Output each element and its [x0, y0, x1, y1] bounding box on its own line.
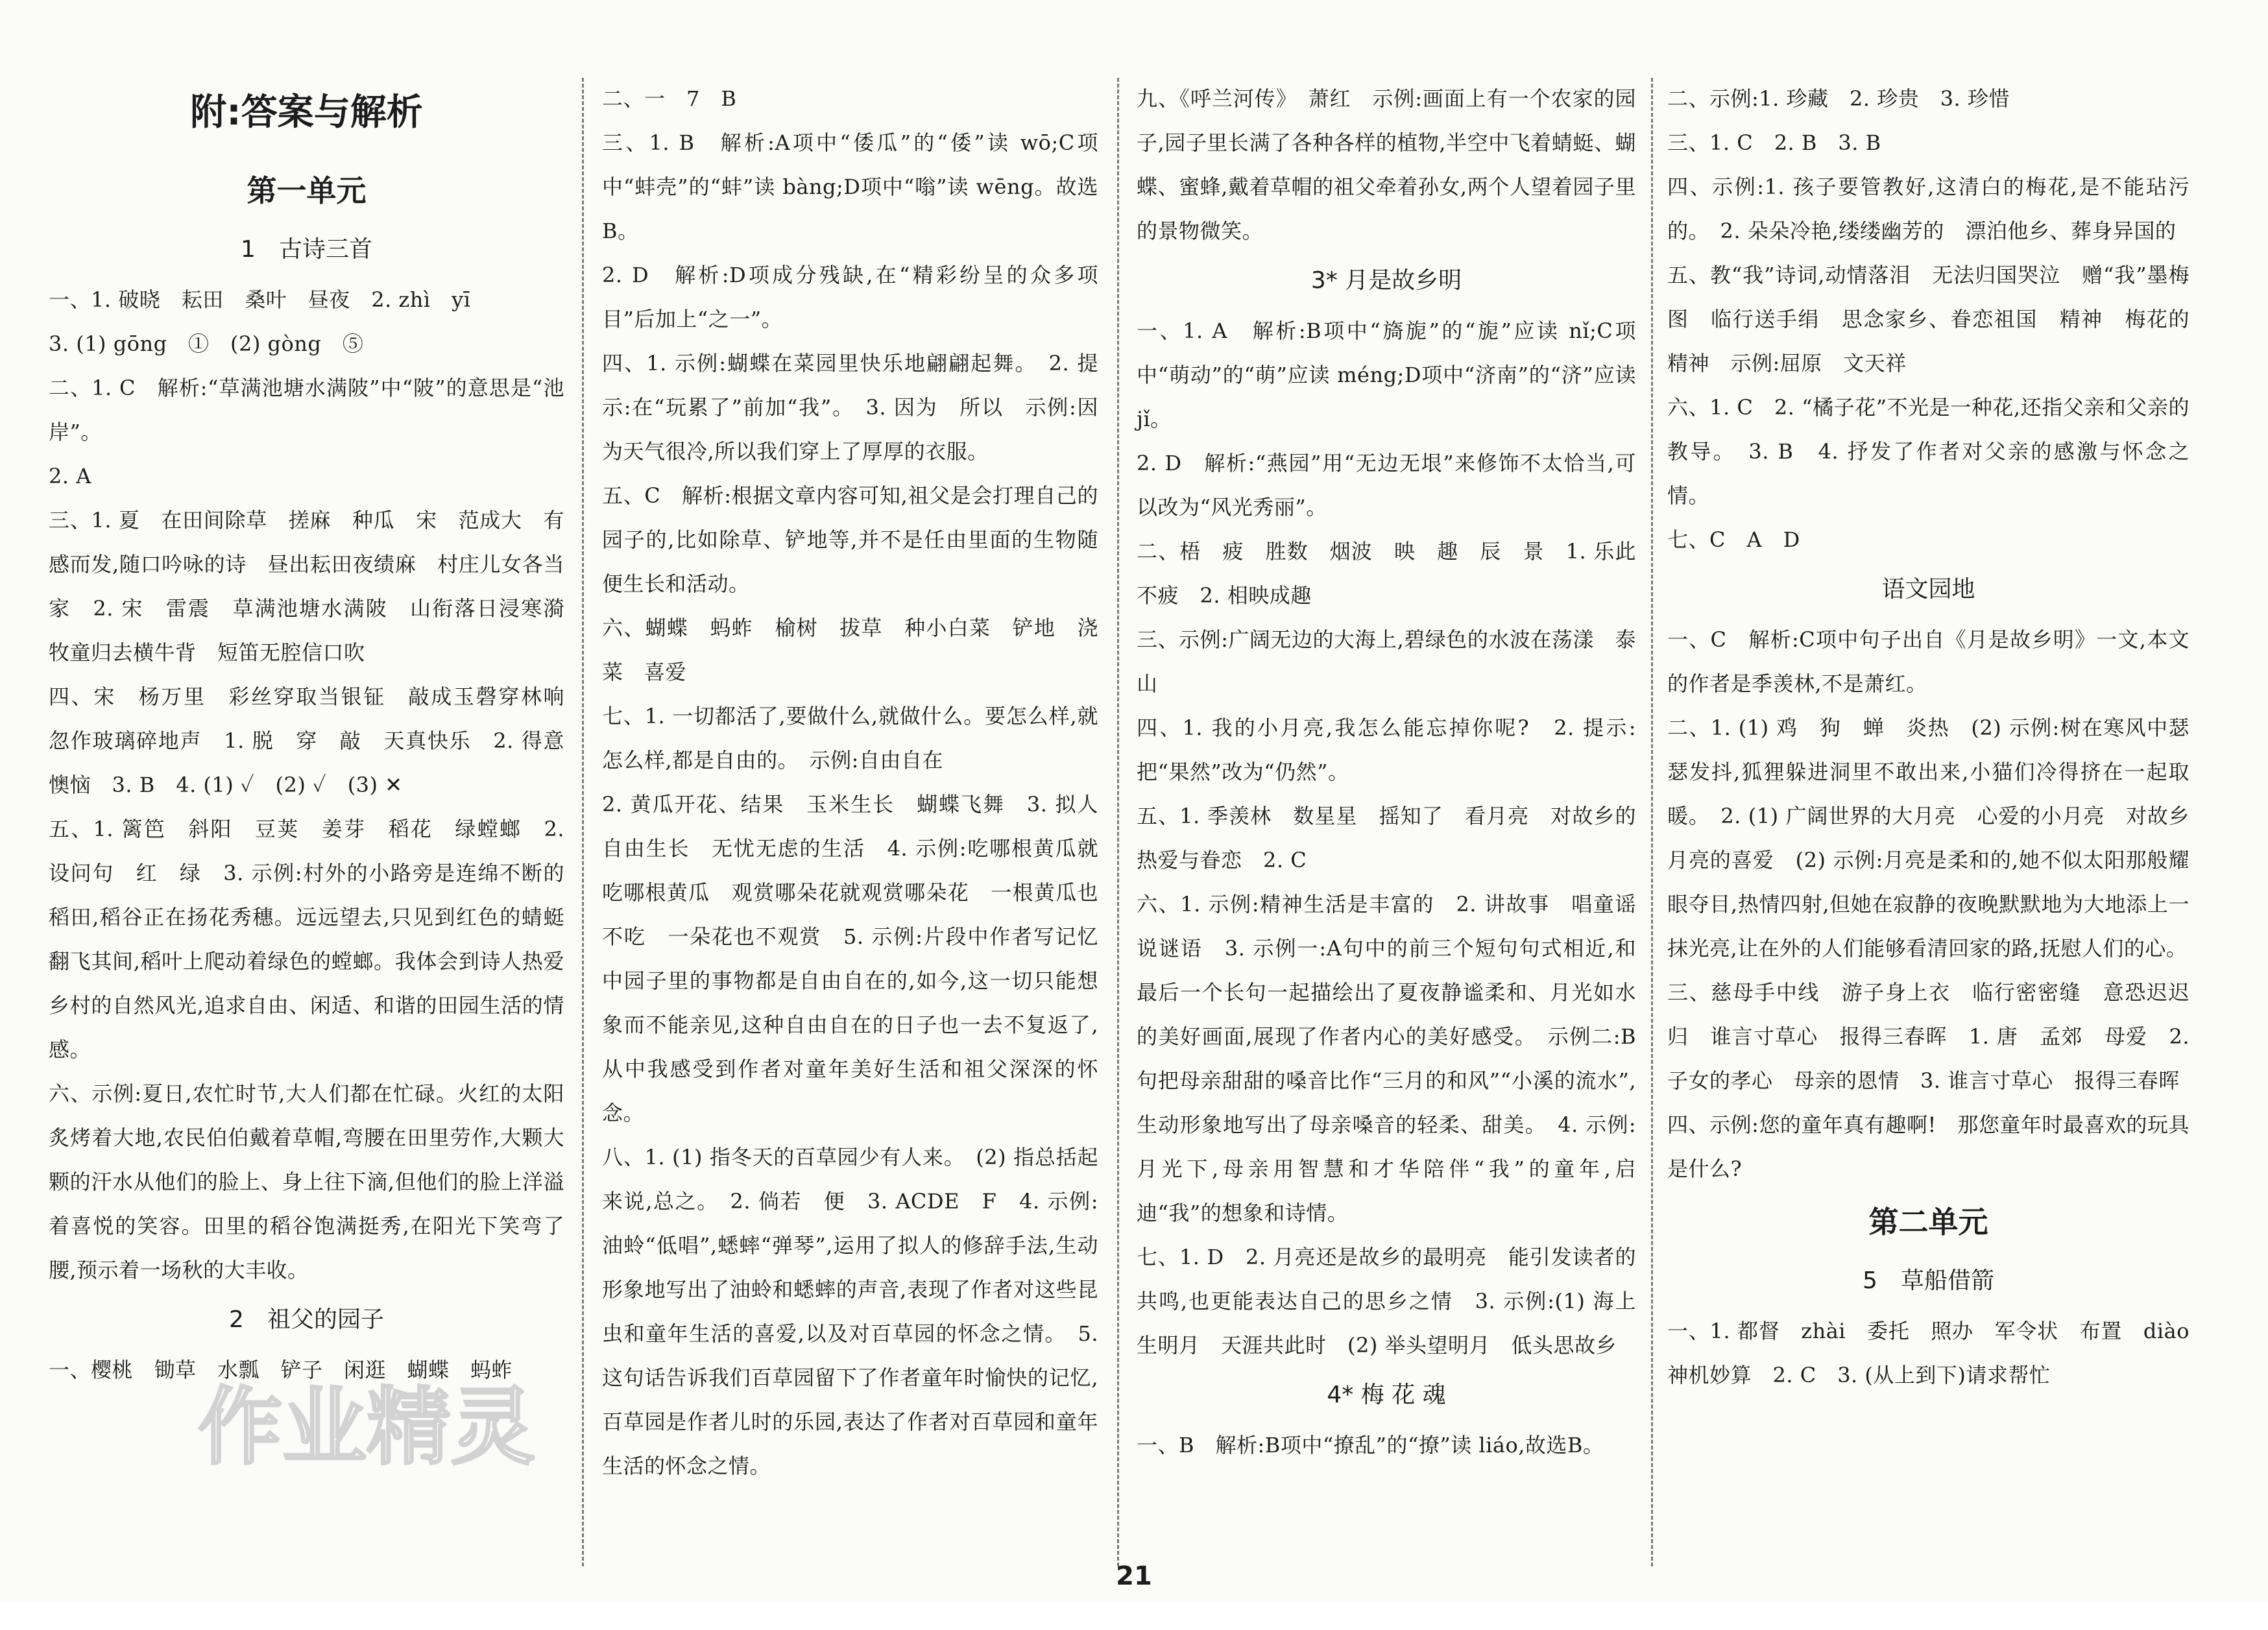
column-divider	[1651, 78, 1653, 1566]
column-1	[49, 77, 586, 1562]
answer-paragraph: 二、一 7 B	[602, 86, 737, 111]
unit-heading-1: 第一单元	[247, 173, 367, 208]
answer-paragraph: 三、慈母手中线 游子身上衣 临行密密缝 意恐迟迟归 谁言寸草心 报得三春晖 1. 唐 孟郊 母爱 2. 子女的孝心 母亲的恩情 3. 谁言寸草心 报得三春晖	[1667, 980, 2190, 1093]
answer-paragraph: 四、示例:1. 孩子要管教好,这清白的梅花,是不能玷污的。 2. 朵朵冷艳,缕缕幽芳的 漂泊他乡、葬身异国的	[1667, 174, 2190, 243]
answer-paragraph: 二、示例:1. 珍藏 2. 珍贵 3. 珍惜	[1667, 86, 2010, 111]
answer-paragraph: 四、1. 我的小月亮,我怎么能忘掉你呢? 2. 提示:把“果然”改为“仍然”。	[1137, 715, 1636, 784]
answer-paragraph: 五、1. 季羡林 数星星 摇知了 看月亮 对故乡的热爱与眷恋 2. C	[1137, 804, 1636, 872]
answer-paragraph: 三、1. C 2. B 3. B	[1667, 130, 1881, 155]
answer-paragraph: 四、示例:您的童年真有趣啊! 那您童年时最喜欢的玩具是什么?	[1667, 1112, 2190, 1181]
answer-paragraph: 七、C A D	[1667, 527, 1800, 552]
answer-paragraph: 七、1. D 2. 月亮还是故乡的最明亮 能引发读者的共鸣,也更能表达自己的思乡之情 3. 示例:(1) 海上生明月 天涯共此时 (2) 举头望明月 低头思故乡	[1137, 1245, 1636, 1358]
answer-paragraph: 一、1. A 解析:B项中“旖旎”的“旎”应读 nǐ;C项中“萌动”的“萌”应读 méng;D项中“济南”的“济”应读 jǐ。	[1137, 318, 1636, 431]
column-divider	[1117, 78, 1119, 1566]
answer-paragraph: 三、1. B 解析:A项中“倭瓜”的“倭”读 wō;C项中“蚌壳”的“蚌”读 bàng;D项中“嗡”读 wēng。故选B。	[602, 130, 1098, 243]
answer-paragraph: 2. 黄瓜开花、结果 玉米生长 蝴蝶飞舞 3. 拟人 自由生长 无忧无虑的生活 4. 示例:吃哪根黄瓜就吃哪根黄瓜 观赏哪朵花就观赏哪朵花 一根黄瓜也不吃 一朵花也不观赏 5. 示例:片段中作者写记忆中园子里的事物都是自由自在的,如今,这一切只能想象而不能亲见,这种自由自在的日子也一去不复返了,从中我感受到作者对童年美好生活和祖父深深的怀念。	[602, 792, 1120, 1125]
lesson-heading-2: 2 祖父的园子	[229, 1306, 384, 1333]
answer-paragraph: 六、1. 示例:精神生活是丰富的 2. 讲故事 唱童谣 说谜语 3. 示例一:A句中的前三个短句句式相近,和最后一个长句一起描绘出了夏夜静谧柔和、月光如水的美好画面,展现了作者内心的美好感受。 示例二:B句把母亲甜甜的嗓音比作“三月的和风”“小溪的流水”,生动形象地写出了母亲嗓音的轻柔、甜美。 4. 示例:月光下,母亲用智慧和才华陪伴“我”的童年,启迪“我”的想象和诗情。	[1137, 892, 1658, 1225]
answer-paragraph: 一、1. 都督 zhài 委托 照办 军令状 布置 diào 神机妙算 2. C 3. (从上到下)请求帮忙	[1667, 1319, 2211, 1387]
answer-paragraph: 五、教“我”诗词,动情落泪 无法归国哭泣 赠“我”墨梅图 临行送手绢 思念家乡、眷恋祖国 精神 梅花的精神 示例:屈原 文天祥	[1667, 263, 2190, 376]
answer-paragraph: 2. D 解析:“燕园”用“无边无垠”来修饰不太恰当,可以改为“风光秀丽”。	[1137, 451, 1636, 520]
answer-paragraph: 五、1. 篱笆 斜阳 豆荚 姜芽 稻花 绿螳螂 2. 设问句 红 绿 3. 示例:村外的小路旁是连绵不断的稻田,稻谷正在扬花秀穗。远远望去,只见到红色的蜻蜓翻飞其间,稻叶上爬动着绿色的螳螂。我体会到诗人热爱乡村的自然风光,追求自由、闲适、和谐的田园生活的情感。	[49, 817, 564, 1062]
answer-paragraph: 2. A	[49, 464, 91, 488]
lesson-heading-3: 3* 月是故乡明	[1310, 267, 1462, 294]
answer-paragraph: 一、B 解析:B项中“撩乱”的“撩”读 liáo,故选B。	[1137, 1433, 1604, 1457]
lesson-heading-5: 5 草船借箭	[1863, 1267, 1994, 1294]
answer-paragraph: 一、樱桃 锄草 水瓢 铲子 闲逛 蝴蝶 蚂蚱	[49, 1358, 513, 1382]
column-3	[1137, 77, 1658, 1562]
answer-paragraph: 二、1. C 解析:“草满池塘水满陂”中“陂”的意思是“池岸”。	[49, 376, 564, 444]
column-divider	[582, 78, 584, 1566]
unit-heading-2: 第二单元	[1868, 1205, 1988, 1240]
answer-paragraph: 二、1. (1) 鸡 狗 蝉 炎热 (2) 示例:树在寒风中瑟瑟发抖,狐狸躲进洞里不敢出来,小猫们冷得挤在一起取暖。 2. (1) 广阔世界的大月亮 心爱的小月亮 对故乡月亮的喜爱 (2) 示例:月亮是柔和的,她不似太阳那般耀眼夺目,热情四射,但她在寂静的夜晚默默地为大地添上一抹光亮,让在外的人们能够看清回家的路,抚慰人们的心。	[1667, 715, 2190, 961]
column-2	[602, 77, 1120, 1562]
page-title: 附:答案与解析	[190, 91, 423, 134]
answer-paragraph: 三、1. 夏 在田间除草 搓麻 种瓜 宋 范成大 有感而发,随口吟咏的诗 昼出耘田夜绩麻 村庄儿女各当家 2. 宋 雷震 草满池塘水满陂 山衔落日浸寒漪 牧童归去横牛背 短笛无腔信口吹	[49, 508, 586, 665]
section-heading-garden: 语文园地	[1881, 576, 1975, 603]
watermark-text: 作业精灵	[198, 1378, 536, 1476]
bottom-margin	[0, 1602, 2268, 1630]
answer-paragraph: 九、《呼兰河传》 萧红 示例:画面上有一个农家的园子,园子里长满了各种各样的植物,半空中飞着蜻蜓、蝴蝶、蜜蜂,戴着草帽的祖父牵着孙女,两个人望着园子里的景物微笑。	[1137, 86, 1636, 243]
answer-paragraph: 四、1. 示例:蝴蝶在菜园里快乐地翩翩起舞。 2. 提示:在“玩累了”前加“我”。 3. 因为 所以 示例:因为天气很冷,所以我们穿上了厚厚的衣服。	[602, 351, 1098, 464]
answer-paragraph: 四、宋 杨万里 彩丝穿取当银钲 敲成玉磬穿林响 忽作玻璃碎地声 1. 脱 穿 敲 天真快乐 2. 得意 懊恼 3. B 4. (1) ✓ (2) ✓ (3) ✕	[49, 684, 586, 797]
answer-paragraph: 五、C 解析:根据文章内容可知,祖父是会打理自己的园子的,比如除草、铲地等,并不是任由里面的生物随便生长和活动。	[602, 483, 1098, 596]
answer-paragraph: 三、示例:广阔无边的大海上,碧绿色的水波在荡漾 泰山	[1137, 627, 1636, 696]
column-4	[1667, 77, 2211, 1562]
answer-paragraph: 六、蝴蝶 蚂蚱 榆树 拔草 种小白菜 铲地 浇菜 喜爱	[602, 616, 1098, 684]
lesson-heading-1: 1 古诗三首	[241, 236, 372, 263]
answer-paragraph: 2. D 解析:D项成分残缺,在“精彩纷呈的众多项目”后加上“之一”。	[602, 263, 1098, 331]
answer-paragraph: 3. (1) gōng ① (2) gòng ⑤	[49, 331, 364, 356]
answer-paragraph: 八、1. (1) 指冬天的百草园少有人来。 (2) 指总括起来说,总之。 2. 倘若 便 3. ACDE F 4. 示例:油蛉“低唱”,蟋蟀“弹琴”,运用了拟人的修辞手法,生动形象地写出了油蛉和蟋蟀的声音,表现了作者对这些昆虫和童年生活的喜爱,以及对百草园的怀念之情。 5. 这句话告诉我们百草园留下了作者童年时愉快的记忆,百草园是作者儿时的乐园,表达了作者对百草园和童年生活的怀念之情。	[602, 1145, 1098, 1478]
answer-paragraph: 二、梧 疲 胜数 烟波 映 趣 辰 景 1. 乐此不疲 2. 相映成趣	[1137, 539, 1636, 608]
page-number: 21	[1116, 1561, 1152, 1591]
answer-paragraph: 一、C 解析:C项中句子出自《月是故乡明》一文,本文的作者是季羡林,不是萧红。	[1667, 627, 2190, 696]
watermark-logo	[191, 1369, 555, 1479]
lesson-heading-4: 4* 梅 花 魂	[1327, 1382, 1446, 1408]
answer-paragraph: 一、1. 破晓 耘田 桑叶 昼夜 2. zhì yī	[49, 287, 471, 312]
answer-paragraph: 六、示例:夏日,农忙时节,大人们都在忙碌。火红的太阳炙烤着大地,农民伯伯戴着草帽,弯腰在田里劳作,大颗大颗的汗水从他们的脸上、身上往下滴,但他们的脸上洋溢着喜悦的笑容。田里的稻谷饱满挺秀,在阳光下笑弯了腰,预示着一场秋的大丰收。	[49, 1081, 564, 1282]
answer-paragraph: 七、1. 一切都活了,要做什么,就做什么。要怎么样,就怎么样,都是自由的。 示例:自由自在	[602, 704, 1098, 773]
answer-paragraph: 六、1. C 2. “橘子花”不光是一种花,还指父亲和父亲的教导。 3. B 4. 抒发了作者对父亲的感激与怀念之情。	[1667, 395, 2190, 508]
